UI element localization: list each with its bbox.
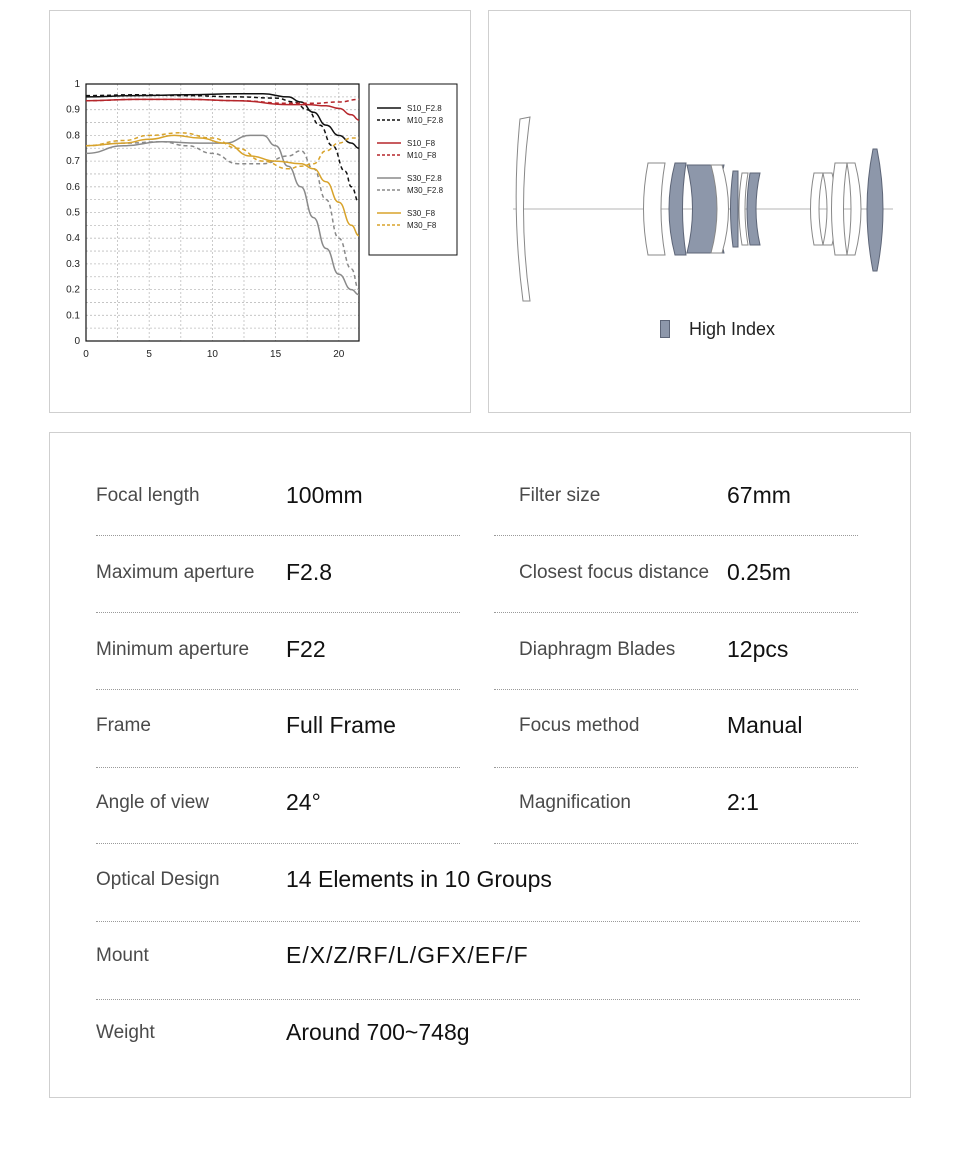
spec-label: Mount xyxy=(96,945,149,966)
y-tick-label: 0.2 xyxy=(66,284,80,296)
spec-value: Manual xyxy=(727,712,803,738)
spec-label: Magnification xyxy=(519,792,631,813)
spec-value: 67mm xyxy=(727,482,791,508)
spec-value: 14 Elements in 10 Groups xyxy=(286,866,552,892)
lens-diagram xyxy=(489,11,910,412)
y-tick-label: 0.5 xyxy=(66,207,80,219)
spec-label: Closest focus distance xyxy=(519,562,710,583)
spec-table xyxy=(49,432,911,1098)
row-divider xyxy=(96,921,860,922)
legend-entry: S10_F2.8 xyxy=(407,104,442,113)
lens-element-high-index xyxy=(731,171,739,247)
series-line-s30-f8 xyxy=(86,135,359,235)
spec-label: Frame xyxy=(96,715,151,736)
legend-entry: S10_F8 xyxy=(407,139,436,148)
legend-entry: S30_F8 xyxy=(407,209,436,218)
row-divider xyxy=(494,767,858,768)
row-divider xyxy=(96,767,460,768)
spec-label: Angle of view xyxy=(96,792,210,813)
row-divider xyxy=(494,612,858,613)
spec-value: Around 700~748g xyxy=(286,1019,470,1045)
high-index-swatch xyxy=(660,320,670,338)
spec-value: 2:1 xyxy=(727,789,759,815)
row-divider xyxy=(96,999,860,1000)
y-tick-label: 1 xyxy=(74,79,80,90)
spec-value: E/X/Z/RF/L/GFX/EF/F xyxy=(286,942,529,968)
spec-value: F2.8 xyxy=(286,559,333,585)
row-divider xyxy=(494,535,858,536)
spec-value: Full Frame xyxy=(286,712,396,738)
series-line-m30-f8 xyxy=(86,133,359,169)
legend-entry: M10_F8 xyxy=(407,151,437,160)
spec-label: Optical Design xyxy=(96,869,220,890)
y-tick-label: 0.7 xyxy=(66,156,80,168)
legend-entry: S30_F2.8 xyxy=(407,174,442,183)
legend-entry: M30_F2.8 xyxy=(407,186,444,195)
y-tick-label: 0.8 xyxy=(66,130,80,142)
row-divider xyxy=(96,612,460,613)
x-tick-label: 20 xyxy=(333,349,345,360)
y-tick-label: 0.6 xyxy=(66,181,80,193)
y-tick-label: 0 xyxy=(74,336,80,347)
spec-value: 100mm xyxy=(286,482,363,508)
spec-label: Minimum aperture xyxy=(96,639,250,660)
spec-label: Weight xyxy=(96,1022,155,1043)
x-tick-label: 0 xyxy=(83,349,89,360)
spec-value: 0.25m xyxy=(727,559,791,585)
spec-value: 12pcs xyxy=(727,636,789,662)
high-index-legend-label: High Index xyxy=(689,319,776,339)
series-line-m30-f2-8 xyxy=(86,142,359,290)
series-line-s10-f2-8 xyxy=(86,94,359,149)
legend-entry: M10_F2.8 xyxy=(407,116,444,125)
y-tick-label: 0.3 xyxy=(66,258,80,270)
y-tick-label: 0.1 xyxy=(66,310,80,322)
row-divider xyxy=(494,843,858,844)
y-tick-label: 0.9 xyxy=(66,104,80,116)
x-tick-label: 10 xyxy=(206,349,218,360)
x-tick-label: 5 xyxy=(146,349,152,360)
mtf-chart-panel xyxy=(49,10,471,413)
spec-label: Diaphragm Blades xyxy=(519,639,676,660)
spec-label: Focal length xyxy=(96,485,200,506)
mtf-chart xyxy=(50,11,470,412)
spec-label: Maximum aperture xyxy=(96,562,255,583)
lens-element-high-index xyxy=(867,149,883,271)
row-divider xyxy=(96,843,460,844)
spec-label: Filter size xyxy=(519,485,601,506)
lens-diagram-panel xyxy=(488,10,911,413)
y-tick-label: 0.4 xyxy=(66,233,80,245)
spec-label: Focus method xyxy=(519,715,640,736)
spec-value: F22 xyxy=(286,636,326,662)
x-tick-label: 15 xyxy=(270,349,282,360)
row-divider xyxy=(96,535,460,536)
row-divider xyxy=(96,689,460,690)
spec-value: 24° xyxy=(286,789,321,815)
row-divider xyxy=(494,689,858,690)
legend-entry: M30_F8 xyxy=(407,221,437,230)
